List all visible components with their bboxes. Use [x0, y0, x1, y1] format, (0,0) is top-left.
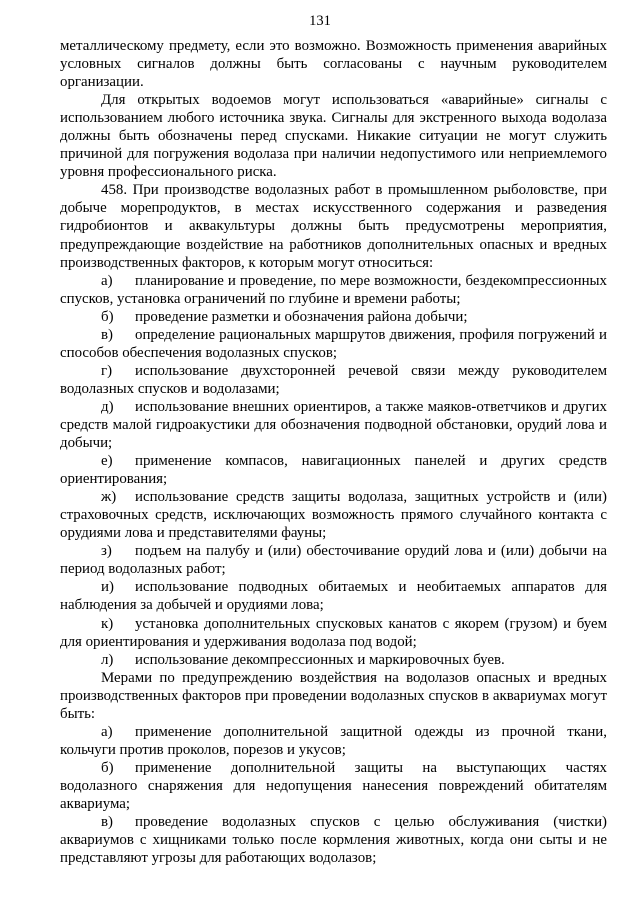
list-item-text: подъем на палубу и (или) обесточивание орудий лова и (или) добычи на период водолазных работ;: [60, 543, 607, 578]
list-item-text: использование средств защиты водолаза, защитных устройств и (или) страховочных средств, исключающих возможность прямого случайного контакта с орудиями лова и представителями фауны;: [60, 489, 607, 542]
list-item: [60, 452, 607, 488]
list-item: [60, 578, 607, 614]
list-item: [60, 488, 607, 542]
list-item-text: применение дополнительной защиты на выступающих частях водолазного снаряжения для недопущения нанесения повреждений обитателям аквариума;: [60, 759, 607, 812]
list-item: [60, 326, 607, 362]
paragraph-open-water-signals: Для открытых водоемов могут использоваться «аварийные» сигналы с использованием любого источника звука. Сигналы для экстренного выхода водолаза должны быть обозначены перед спусками. Никакие ситуации не могут служить причиной для погружения водолаза при наличии недопустимого или неприемлемого уровня профессионального риска.: [60, 92, 607, 181]
list-item: [60, 542, 607, 578]
list-item-text: использование декомпрессионных и маркировочных буев.: [135, 651, 505, 668]
list-item-text: использование двухсторонней речевой связи между руководителем водолазных спусков и водолазами;: [60, 362, 607, 397]
list-marker: а): [101, 723, 113, 740]
list-item: [60, 362, 607, 398]
list-item-text: проведение водолазных спусков с целью обслуживания (чистки) аквариумов с хищниками только после кормления животных, когда они сыты и не представляют угрозы для работающих водолазов;: [60, 814, 607, 867]
list-item-text: установка дополнительных спусковых канатов с якорем (грузом) и буем для ориентирования и удерживания водолаза под водой;: [60, 615, 607, 650]
list-item: [60, 398, 607, 452]
list-item: [60, 651, 607, 669]
list-marker: в): [101, 326, 113, 343]
page-number: 131: [309, 13, 331, 29]
list-item-text: проведение разметки и обозначения района добычи;: [135, 308, 468, 325]
list-marker: и): [101, 579, 114, 596]
list-marker: а): [101, 272, 113, 289]
list-marker: д): [101, 398, 114, 415]
list-marker: б): [101, 308, 114, 325]
list-marker: к): [101, 615, 114, 632]
list-item-text: планирование и проведение, по мере возможности, бездекомпрессионных спусков, установка ограничений по глубине и времени работы;: [60, 272, 607, 307]
list-marker: б): [101, 759, 114, 776]
list-item: [60, 615, 607, 651]
list-marker: ж): [101, 489, 117, 506]
document-body: [60, 37, 607, 867]
list-marker: з): [101, 543, 112, 560]
paragraph-aquarium-measures: Мерами по предупреждению воздействия на водолазов опасных и вредных производственных факторов при проведении водолазных спусков в аквариумах могут быть:: [60, 669, 607, 722]
list-item: [60, 813, 607, 867]
list-marker: л): [101, 651, 114, 668]
list-item: [60, 723, 607, 759]
list-item-text: применение дополнительной защитной одежды из прочной ткани, кольчуги против проколов, порезов и укусов;: [60, 723, 607, 758]
list-marker: г): [101, 362, 113, 379]
list-item: [60, 759, 607, 813]
list-item-text: использование внешних ориентиров, а также маяков-ответчиков и других средств малой гидроакустики для обозначения подводной обстановки, орудий лова и добычи;: [60, 398, 607, 452]
list-item: [60, 272, 607, 308]
list-item-text: применение компасов, навигационных панелей и других средств ориентирования;: [60, 453, 607, 488]
paragraph-458: 458. При производстве водолазных работ в промышленном рыболовстве, при добыче морепродуктов, в местах искусственного содержания и разведения гидробионтов и аквакультуры должны быть предусмотрены мероприятия, предупреждающие воздействие на работников дополнительных опасных и вредных производственных факторов, к которым могут относиться:: [60, 182, 607, 271]
list-marker: в): [101, 814, 113, 831]
list-item: [60, 308, 607, 326]
list-item-text: использование подводных обитаемых и необитаемых аппаратов для наблюдения за добычей и орудиями лова;: [60, 579, 607, 614]
paragraph-continuation: металлическому предмету, если это возможно. Возможность применения аварийных условных сигналов должны быть согласованы с научным руководителем организации.: [60, 38, 607, 91]
list-item-text: определение рациональных маршрутов движения, профиля погружений и способов обеспечения водолазных спусков;: [60, 326, 607, 361]
list-marker: е): [101, 453, 113, 470]
